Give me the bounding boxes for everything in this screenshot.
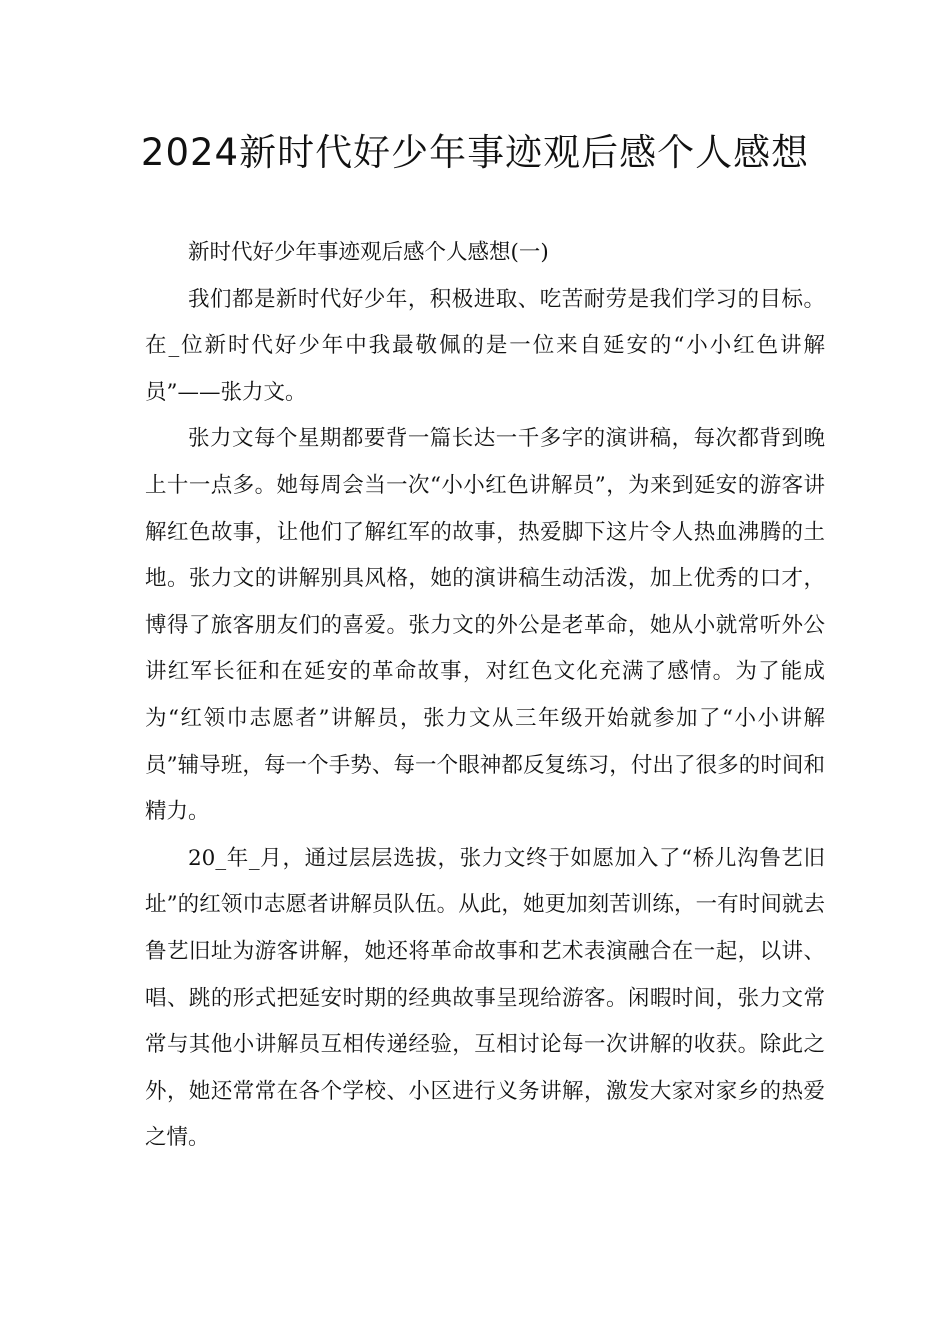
paragraph: 我们都是新时代好少年，积极进取、吃苦耐劳是我们学习的目标。在_位新时代好少年中我最敬佩的是一位来自延安的“小小红色讲解员”——张力文。 xyxy=(145,286,825,405)
paragraph: 张力文每个星期都要背一篇长达一千多字的演讲稿，每次都背到晚上十一点多。她每周会当一次“小小红色讲解员”，为来到延安的游客讲解红色故事，让他们了解红军的故事，热爱脚下这片令人热血沸腾的土地。张力文的讲解别具风格，她的演讲稿生动活泼，加上优秀的口才，博得了旅客朋友们的喜爱。张力文的外公是老革命，她从小就常听外公讲红军长征和在延安的革命故事，对红色文化充满了感情。为了能成为“红领巾志愿者”讲解员，张力文从三年级开始就参加了“小小讲解员”辅导班，每一个手势、每一个眼神都反复练习，付出了很多的时间和精力。 xyxy=(145,426,825,825)
document-title: 2024新时代好少年事迹观后感个人感想 xyxy=(140,131,810,174)
paragraph: 20_年_月，通过层层选拔，张力文终于如愿加入了“桥儿沟鲁艺旧址”的红领巾志愿者讲解员队伍。从此，她更加刻苦训练，一有时间就去鲁艺旧址为游客讲解，她还将革命故事和艺术表演融合在一起，以讲、唱、跳的形式把延安时期的经典故事呈现给游客。闲暇时间，张力文常常与其他小讲解员互相传递经验，互相讨论每一次讲解的收获。除此之外，她还常常在各个学校、小区进行义务讲解，激发大家对家乡的热爱之情。 xyxy=(145,845,825,1151)
paragraph-subtitle: 新时代好少年事迹观后感个人感想(一) xyxy=(188,240,549,265)
document-body xyxy=(145,230,825,1162)
